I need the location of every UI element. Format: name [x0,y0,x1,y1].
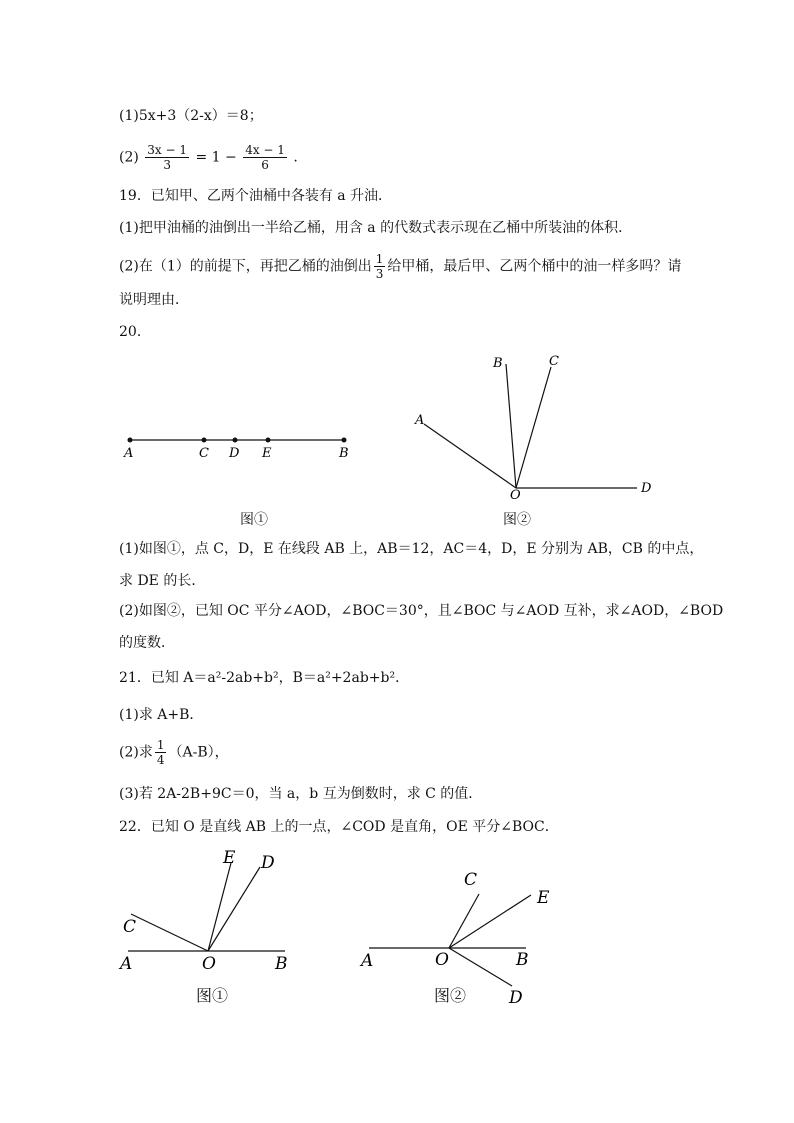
p21-fraction [155,738,167,767]
ray-oc [516,367,551,488]
ray-od [449,948,512,986]
p20-figure-2-caption: 图② [503,512,531,528]
label-o: O [435,950,449,970]
p19-q2-post: 给甲桶，最后甲、乙两个桶中的油一样多吗？请 [387,258,682,275]
p18-fraction-2-num: 4x − 1 [245,143,285,157]
p20-q2: (2)如图②，已知 OC 平分∠AOD，∠BOC＝30°，且∠BOC 与∠AOD 互补，求∠AOD，∠BOD [119,603,724,619]
p18-q2-mid: = 1 − [195,149,237,166]
p22-stem: 22．已知 O 是直线 AB 上的一点，∠COD 是直角，OE 平分∠BOC． [119,819,559,835]
p21-q3: (3)若 2A-2B+9C＝0，当 a，b 互为倒数时，求 C 的值． [119,786,483,802]
p20-figure-1-caption: 图① [240,512,268,528]
p22-figure-1 [115,845,300,975]
p19-q2-pre: (2)在（1）的前提下，再把乙桶的油倒出 [119,258,372,275]
label-d: D [641,481,652,496]
p21-q1: (1)求 A+B． [119,707,204,723]
label-d: D [261,853,275,873]
ray-oc [449,894,479,948]
p22-figure-1-caption: 图① [196,986,229,1005]
p18-q2-prefix: (2) [119,149,139,166]
p18-fraction-1-den: 3 [163,158,171,172]
label-e: E [537,888,550,908]
label-a: A [361,951,374,971]
p19-fraction [374,252,386,281]
p18-q2 [119,143,298,172]
p21-fraction-num: 1 [156,738,165,752]
point-e [266,438,271,443]
label-o: O [510,488,521,503]
label-b: B [516,950,529,970]
ray-oe [449,895,531,948]
p18-fraction-2-den: 6 [261,158,269,172]
p20-figure-2 [405,345,665,505]
label-a: A [415,413,425,428]
label-a: A [120,954,133,974]
label-e: E [223,848,236,868]
label-c: C [199,446,209,461]
p20-stem: 20． [119,324,151,340]
label-b: B [339,446,349,461]
p19-stem: 19．已知甲、乙两个油桶中各装有 a 升油． [119,188,393,204]
label-c: C [123,917,137,937]
label-e: E [262,446,272,461]
label-d: D [229,446,240,461]
p19-q2-cont: 说明理由． [119,292,189,308]
label-b: B [275,954,288,974]
p19-q1: (1)把甲油桶的油倒出一半给乙桶，用含 a 的代数式表示现在乙桶中所装油的体积． [119,220,633,236]
label-b: B [493,356,503,371]
p21-q2-post: （A-B）， [168,744,229,761]
label-o: O [202,954,216,974]
label-c: C [549,354,559,369]
p19-q2 [119,252,681,281]
ray-od [208,867,260,951]
p22-figure-2-caption: 图② [434,986,467,1005]
label-d: D [509,988,523,1008]
p21-stem: 21．已知 A＝a²-2ab+b²，B＝a²+2ab+b²． [119,670,410,686]
ray-oe [208,863,231,951]
p20-q2-cont: 的度数． [119,635,175,651]
p18-fraction-1 [145,143,189,172]
p19-fraction-num: 1 [375,252,384,266]
ray-oc [131,914,208,951]
p20-figure-1 [115,425,365,465]
ray-oa [424,424,516,488]
p18-q1: (1)5x+3（2-x）＝8； [119,108,263,124]
label-a: A [124,446,134,461]
p18-fraction-2 [243,143,287,172]
p18-q2-end: . [293,149,298,166]
point-b [342,438,347,443]
p21-q2 [119,738,229,767]
p21-fraction-den: 4 [156,753,165,767]
point-a [128,438,133,443]
p21-q2-pre: (2)求 [119,744,153,761]
point-d [233,438,238,443]
p20-q1: (1)如图①，点 C，D，E 在线段 AB 上，AB＝12，AC＝4，D，E 分别为 AB，CB 的中点， [119,541,704,557]
p20-q1-cont: 求 DE 的长． [119,573,206,589]
label-c: C [464,870,478,890]
p19-fraction-den: 3 [375,267,384,281]
point-c [202,438,207,443]
p18-fraction-1-num: 3x − 1 [147,143,188,157]
ray-ob [506,364,516,488]
